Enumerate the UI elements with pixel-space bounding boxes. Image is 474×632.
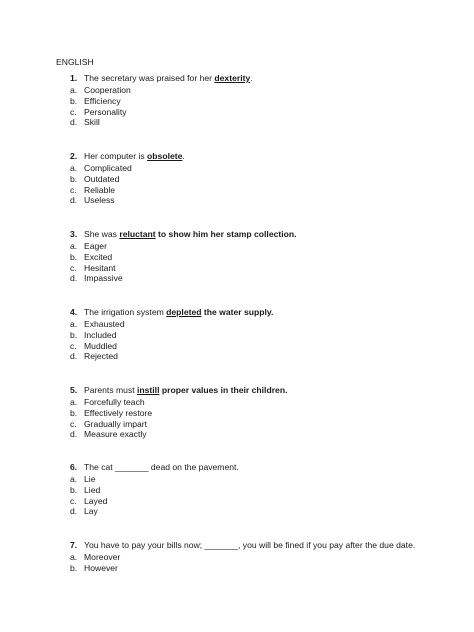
option-letter: a. — [70, 85, 78, 95]
section-heading: ENGLISH — [56, 57, 94, 67]
option-d — [70, 273, 123, 284]
option-text: Effectively restore — [84, 407, 153, 418]
option-letter: b. — [70, 95, 78, 106]
option-letter: a. — [70, 552, 78, 562]
option-text: Gradually impart — [84, 418, 148, 429]
options-4 — [70, 319, 125, 362]
options-6 — [70, 474, 107, 517]
question-3 — [70, 229, 297, 240]
option-letter: c. — [70, 262, 77, 273]
option-c — [70, 419, 152, 430]
option-letter: a. — [70, 241, 78, 251]
option-letter: a. — [70, 163, 78, 173]
option-c — [70, 341, 125, 352]
option-letter: a. — [70, 397, 78, 407]
option-c — [70, 107, 131, 118]
option-text: Efficiency — [84, 95, 121, 106]
option-letter: d. — [70, 429, 78, 440]
option-text: Measure exactly — [84, 429, 147, 440]
question-7 — [70, 540, 415, 551]
options-7 — [70, 552, 120, 574]
option-text: Forcefully teach — [84, 397, 145, 407]
option-b — [70, 485, 107, 496]
option-c — [70, 185, 132, 196]
option-text: Eager — [84, 241, 107, 251]
option-text: Exhausted — [84, 319, 125, 329]
question-number: 2. — [70, 151, 78, 161]
option-a — [70, 241, 123, 252]
question-text: The secretary was praised for her — [84, 73, 215, 83]
option-a — [70, 319, 125, 330]
question-text-end: the water supply. — [201, 307, 274, 317]
option-a — [70, 85, 131, 96]
option-d — [70, 429, 152, 440]
question-text: The cat _______ dead on the pavement. — [84, 462, 239, 472]
options-5 — [70, 397, 152, 440]
option-d — [70, 195, 132, 206]
option-letter: d. — [70, 506, 78, 517]
question-number: 5. — [70, 385, 78, 395]
option-text: Lie — [84, 474, 96, 484]
question-6 — [70, 462, 239, 473]
option-letter: c. — [70, 184, 77, 195]
option-text: Rejected — [84, 351, 118, 362]
option-text: Included — [84, 329, 117, 340]
option-d — [70, 506, 107, 517]
question-2 — [70, 151, 185, 162]
option-text: Outdated — [84, 173, 120, 184]
question-5 — [70, 385, 287, 396]
target-word: reluctant — [119, 229, 156, 239]
target-word: instill — [137, 385, 160, 395]
option-letter: b. — [70, 562, 78, 573]
option-letter: b. — [70, 484, 78, 495]
option-text: Excited — [84, 251, 113, 262]
question-number: 7. — [70, 540, 78, 550]
option-text: Lied — [84, 484, 101, 495]
option-text: Hesitant — [84, 262, 116, 273]
option-c — [70, 263, 123, 274]
options-1 — [70, 85, 131, 128]
option-text: Lay — [84, 506, 98, 517]
question-4 — [70, 307, 273, 318]
option-letter: c. — [70, 418, 77, 429]
question-text: She was — [84, 229, 120, 239]
question-text: You have to pay your bills now; _______, you will be fined if you pay after the due date. — [84, 540, 416, 550]
question-number: 3. — [70, 229, 78, 239]
option-text: Impassive — [84, 273, 123, 284]
option-b — [70, 408, 152, 419]
question-text-end: . — [250, 73, 253, 83]
option-d — [70, 351, 125, 362]
option-b — [70, 252, 123, 263]
option-letter: d. — [70, 273, 78, 284]
question-text: The irrigation system — [84, 307, 167, 317]
option-d — [70, 117, 131, 128]
option-letter: d. — [70, 195, 78, 206]
option-letter: c. — [70, 106, 77, 117]
option-letter: d. — [70, 117, 78, 128]
option-text: Muddled — [84, 340, 117, 351]
option-text: Complicated — [84, 163, 132, 173]
target-word: dexterity — [214, 73, 251, 83]
option-text: Moreover — [84, 552, 121, 562]
question-text-end: to show him her stamp collection. — [155, 229, 297, 239]
option-b — [70, 174, 132, 185]
option-letter: b. — [70, 251, 78, 262]
option-b — [70, 96, 131, 107]
option-letter: a. — [70, 474, 78, 484]
question-number: 1. — [70, 73, 78, 83]
option-a — [70, 552, 120, 563]
options-2 — [70, 163, 132, 206]
question-text-end: proper values in their children. — [159, 385, 288, 395]
option-text: Personality — [84, 106, 127, 117]
option-b — [70, 330, 125, 341]
option-a — [70, 474, 107, 485]
option-letter: c. — [70, 495, 77, 506]
option-letter: b. — [70, 173, 78, 184]
question-text-end: . — [182, 151, 185, 161]
target-word: depleted — [166, 307, 202, 317]
option-text: Reliable — [84, 184, 116, 195]
target-word: obsolete — [147, 151, 183, 161]
option-c — [70, 496, 107, 507]
option-text: Useless — [84, 195, 115, 206]
option-letter: a. — [70, 319, 78, 329]
option-letter: d. — [70, 351, 78, 362]
option-letter: c. — [70, 340, 77, 351]
option-a — [70, 163, 132, 174]
question-number: 6. — [70, 462, 78, 472]
question-number: 4. — [70, 307, 78, 317]
options-3 — [70, 241, 123, 284]
option-text: Layed — [84, 495, 108, 506]
question-text: Parents must — [84, 385, 138, 395]
option-letter: b. — [70, 407, 78, 418]
option-text: Skill — [84, 117, 100, 128]
question-1 — [70, 73, 253, 84]
question-text: Her computer is — [84, 151, 148, 161]
option-text: However — [84, 562, 118, 573]
option-a — [70, 397, 152, 408]
option-b — [70, 563, 120, 574]
option-letter: b. — [70, 329, 78, 340]
option-text: Cooperation — [84, 85, 131, 95]
